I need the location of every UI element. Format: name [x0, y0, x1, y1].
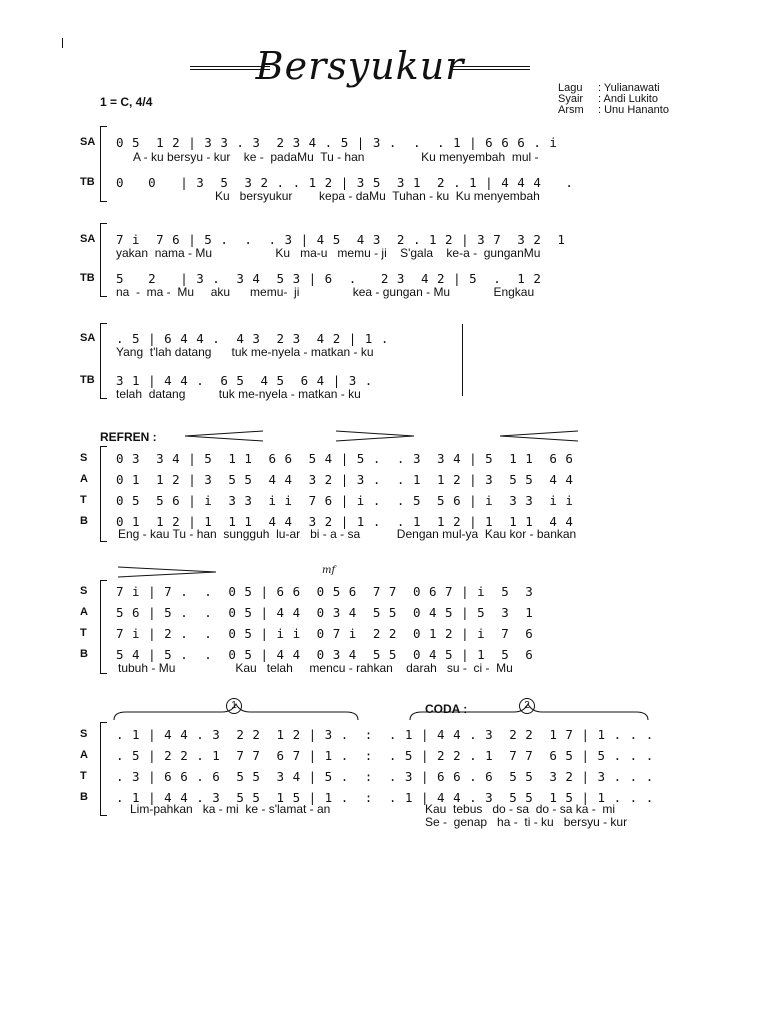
- sa-lyric: Yang t'lah datang tuk me-nyela - matkan - ku: [116, 345, 374, 359]
- page-mark: [62, 38, 63, 48]
- part-label-tb: TB: [80, 176, 95, 188]
- decrescendo-hairpin: [336, 430, 416, 442]
- part-label-s: S: [80, 585, 88, 597]
- part-label-a: A: [80, 473, 88, 485]
- coda-lyric-2: Se - genap ha - ti - ku bersyu - kur: [425, 815, 628, 829]
- part-label-s: S: [80, 728, 88, 740]
- system-bracket: [100, 722, 107, 816]
- a-notes: 5 6 | 5 . . 0 5 | 4 4 0 3 4 5 5 0 4 5 | 5 3 1: [116, 605, 534, 620]
- part-label-s: S: [80, 452, 88, 464]
- tb-lyric: Ku bersyukur kepa - daMu Tuhan - ku Ku menyembah: [215, 189, 540, 203]
- sa-lyric: A - ku bersyu - kur ke - padaMu Tu - han Ku menyembah mul -: [133, 150, 539, 164]
- credits: [558, 83, 669, 116]
- part-label-a: A: [80, 749, 88, 761]
- system-bracket: [100, 126, 107, 202]
- credit-lagu: Lagu : Yulianawati: [558, 82, 660, 94]
- sa-notes: 7 i 7 6 | 5 . . . 3 | 4 5 4 3 2 . 1 2 | 3 7 3 2 1: [116, 232, 566, 247]
- tb-notes: 3 1 | 4 4 . 6 5 4 5 6 4 | 3 .: [116, 373, 373, 388]
- end-bracket: [462, 324, 463, 396]
- system-bracket: [100, 580, 107, 674]
- sa-lyric: yakan nama - Mu Ku ma-u memu - ji S'gala ke-a - gunganMu: [116, 246, 541, 260]
- part-label-t: T: [80, 627, 87, 639]
- part-label-tb: TB: [80, 374, 95, 386]
- crescendo-hairpin: [185, 430, 265, 442]
- b-notes: 5 4 | 5 . . 0 5 | 4 4 0 3 4 5 5 0 4 5 | 1 5 6: [116, 647, 534, 662]
- ending-2-number: 2: [519, 698, 535, 714]
- sa-notes: . 5 | 6 4 4 . 4 3 2 3 4 2 | 1 .: [116, 331, 389, 346]
- credit-arsm: Arsm : Unu Hananto: [558, 104, 669, 116]
- title-block: [190, 44, 530, 90]
- s-notes: . 1 | 4 4 . 3 2 2 1 2 | 3 . : . 1 | 4 4 . 3 2 2 1 7 | 1 . . .: [116, 727, 654, 742]
- tb-notes: 5 2 | 3 . 3 4 5 3 | 6 . 2 3 4 2 | 5 . 1 2: [116, 271, 542, 286]
- part-label-sa: SA: [80, 233, 96, 245]
- crescendo-hairpin: [500, 430, 580, 442]
- ending-1-number: 1: [226, 698, 242, 714]
- t-notes: 7 i | 2 . . 0 5 | i i 0 7 i 2 2 0 1 2 | i 7 6: [116, 626, 534, 641]
- a-notes: 0 1 1 2 | 3 5 5 4 4 3 2 | 3 . . 1 1 2 | 3 5 5 4 4: [116, 472, 574, 487]
- coda-label: CODA :: [425, 702, 468, 716]
- part-label-b: B: [80, 515, 88, 527]
- s-notes: 0 3 3 4 | 5 1 1 6 6 5 4 | 5 . . 3 3 4 | 5 1 1 6 6: [116, 451, 574, 466]
- part-label-sa: SA: [80, 136, 96, 148]
- part-label-sa: SA: [80, 332, 96, 344]
- part-label-b: B: [80, 791, 88, 803]
- part-label-b: B: [80, 648, 88, 660]
- t-notes: . 3 | 6 6 . 6 5 5 3 4 | 5 . : . 3 | 6 6 . 6 5 5 3 2 | 3 . . .: [116, 769, 654, 784]
- sa-notes: 0 5 1 2 | 3 3 . 3 2 3 4 . 5 | 3 . . . 1 | 6 6 6 . i: [116, 135, 558, 150]
- key-signature: 1 = C, 4/4: [100, 95, 153, 109]
- refren-lyric: tubuh - Mu Kau telah mencu - rahkan darah su - ci - Mu: [118, 661, 513, 675]
- b-notes: 0 1 1 2 | 1 1 1 4 4 3 2 | 1 . . 1 1 2 | 1 1 1 4 4: [116, 514, 574, 529]
- part-label-tb: TB: [80, 272, 95, 284]
- title-rule-right: [450, 66, 530, 70]
- tb-lyric: na - ma - Mu aku memu- ji kea - gungan - Mu Engkau: [116, 285, 535, 299]
- credit-syair: Syair : Andi Lukito: [558, 93, 658, 105]
- ending-1-lyric: Lim-pahkan ka - mi ke - s'lamat - an: [130, 802, 331, 816]
- system-bracket: [100, 446, 107, 542]
- refren-label: REFREN :: [100, 430, 157, 444]
- part-label-t: T: [80, 770, 87, 782]
- tb-notes: 0 0 | 3 5 3 2 . . 1 2 | 3 5 3 1 2 . 1 | 4 4 4 .: [116, 175, 574, 190]
- refren-lyric: Eng - kau Tu - han sungguh lu-ar bi - a - sa Dengan mul-ya Kau kor - bankan: [118, 527, 577, 541]
- system-bracket: [100, 323, 107, 399]
- dynamic-mark: mf: [322, 565, 336, 576]
- t-notes: 0 5 5 6 | i 3 3 i i 7 6 | i . . 5 5 6 | i 3 3 i i: [116, 493, 574, 508]
- part-label-t: T: [80, 494, 87, 506]
- b-notes: . 1 | 4 4 . 3 5 5 1 5 | 1 . : . 1 | 4 4 . 3 5 5 1 5 | 1 . . .: [116, 790, 654, 805]
- decrescendo-hairpin: [118, 566, 218, 578]
- part-label-a: A: [80, 606, 88, 618]
- song-title: Bersyukur: [255, 44, 465, 88]
- coda-lyric-1: Kau tebus do - sa do - sa ka - mi: [425, 802, 616, 816]
- s-notes: 7 i | 7 . . 0 5 | 6 6 0 5 6 7 7 0 6 7 | i 5 3: [116, 584, 534, 599]
- tb-lyric: telah datang tuk me-nyela - matkan - ku: [116, 387, 361, 401]
- system-bracket: [100, 223, 107, 297]
- a-notes: . 5 | 2 2 . 1 7 7 6 7 | 1 . : . 5 | 2 2 . 1 7 7 6 5 | 5 . . .: [116, 748, 654, 763]
